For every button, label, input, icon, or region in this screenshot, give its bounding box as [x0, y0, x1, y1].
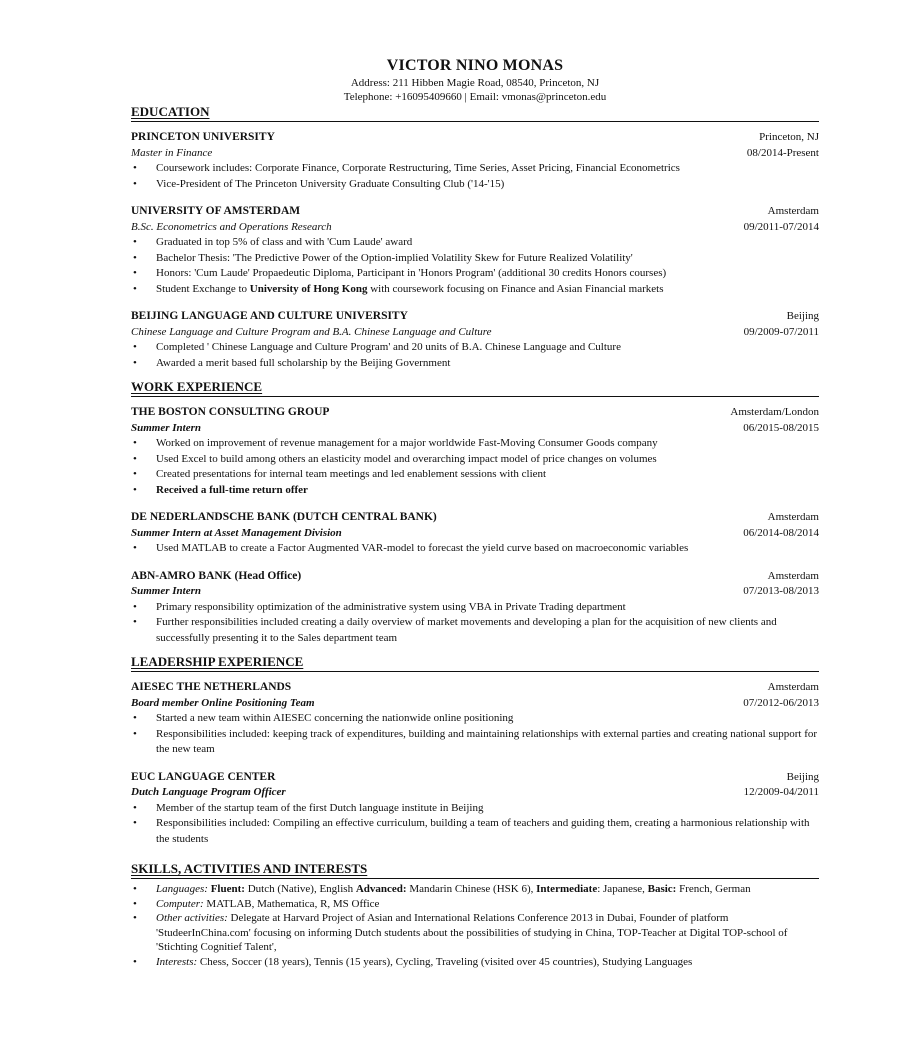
role: B.Sc. Econometrics and Operations Research [131, 220, 332, 233]
role: Summer Intern at Asset Management Division [131, 526, 342, 539]
section-title: WORK EXPERIENCE [131, 379, 819, 397]
dates: 06/2015-08/2015 [743, 421, 819, 434]
bullet-item: • Primary responsibility optimization of the administrative system using VBA in Private Trading department [156, 600, 819, 616]
dates: 07/2012-06/2013 [743, 696, 819, 709]
bullet-item: • Completed ' Chinese Language and Culture Program' and 20 units of B.A. Chinese Language and Culture [156, 340, 819, 356]
bullet-item: • Member of the startup team of the first Dutch language institute in Beijing [156, 801, 819, 817]
org-name: ABN-AMRO BANK (Head Office) [131, 569, 302, 582]
work-entry [131, 569, 819, 647]
dates: 07/2013-08/2013 [743, 585, 819, 597]
bullet-item: • Bachelor Thesis: 'The Predictive Power of the Option-implied Volatility Skew for Future Realized Volatility' [156, 251, 819, 267]
org-name: UNIVERSITY OF AMSTERDAM [131, 205, 301, 217]
location: Princeton, NJ [759, 131, 819, 143]
location: Amsterdam/London [730, 406, 819, 418]
role: Board member Online Positioning Team [131, 696, 315, 709]
bullet-item: • Created presentations for internal team meetings and led enablement sessions with client [156, 467, 819, 483]
resume-header [131, 56, 819, 104]
bullet-item: • Responsibilities included: keeping track of expenditures, building and maintaining relationships with external parties and creating national support for the new team [156, 727, 819, 758]
education-entry [131, 130, 819, 192]
location: Amsterdam [767, 205, 819, 217]
location: Amsterdam [767, 681, 819, 693]
bullet-item: • Received a full-time return offer [156, 483, 819, 499]
bullet-item: • Student Exchange to University of Hong Kong with coursework focusing on Finance and Asian Financial markets [156, 282, 819, 298]
skill-languages: • Languages: Fluent: Dutch (Native), English Advanced: Mandarin Chinese (HSK 6), Intermediate: Japanese, Basic: French, German [156, 882, 819, 897]
bullet-item: • Responsibilities included: Compiling an effective curriculum, building a team of teachers and guiding them, creating a harmonious relationship with the students [156, 816, 819, 847]
org-name: PRINCETON UNIVERSITY [131, 131, 275, 143]
resume-page [131, 56, 819, 969]
dates: 08/2014-Present [746, 146, 819, 159]
work-entry [131, 510, 819, 557]
location: Amsterdam [767, 511, 819, 523]
section-title: EDUCATION [131, 104, 819, 122]
leadership-section [131, 654, 819, 847]
org-name: AIESEC THE NETHERLANDS [131, 681, 292, 693]
education-entry [131, 204, 819, 297]
role: Master in Finance [131, 146, 213, 159]
skills-list [131, 882, 819, 969]
skill-interests: • Interests: Chess, Soccer (18 years), Tennis (15 years), Cycling, Traveling (visited over 45 countries), Studying Languages [156, 955, 819, 970]
address-line: Address: 211 Hibben Magie Road, 08540, Princeton, NJ [350, 77, 600, 89]
section-title: LEADERSHIP EXPERIENCE [131, 654, 819, 672]
education-entry [131, 309, 819, 371]
skills-section [131, 861, 819, 969]
work-section [131, 379, 819, 646]
education-section [131, 104, 819, 371]
role: Summer Intern [131, 585, 201, 597]
contact-line: Telephone: +16095409660 | Email: vmonas@princeton.edu [343, 91, 607, 103]
bullet-item: • Further responsibilities included creating a daily overview of market movements and developing a plan for the acquisition of new clients and successfully presenting it to the Sales department team [156, 615, 819, 646]
org-name: DE NEDERLANDSCHE BANK (DUTCH CENTRAL BANK) [131, 511, 437, 523]
dates: 06/2014-08/2014 [743, 526, 819, 539]
skill-other: • Other activities: Delegate at Harvard Project of Asian and International Relations Conference 2013 in Dubai, Founder of platform 'StudeerInChina.com' focusing on informing Dutch students about the possibilities of studying in China, TOP-Teacher at Digital TOP-school of 'Stichting Cognitief Talent', [156, 911, 819, 955]
bullet-item: • Worked on improvement of revenue management for a major worldwide Fast-Moving Consumer Goods company [156, 436, 819, 452]
bullet-item: • Used Excel to build among others an elasticity model and overarching impact model of price changes on volumes [156, 452, 819, 468]
org-name: BEIJING LANGUAGE AND CULTURE UNIVERSITY [131, 310, 408, 322]
dates: 09/2009-07/2011 [743, 325, 819, 338]
bullet-item: • Honors: 'Cum Laude' Propaedeutic Diploma, Participant in 'Honors Program' (additional 30 credits Honors courses) [156, 266, 819, 282]
role: Chinese Language and Culture Program and B.A. Chinese Language and Culture [131, 325, 492, 338]
bullet-item: • Awarded a merit based full scholarship by the Beijing Government [156, 356, 819, 372]
role: Summer Intern [131, 421, 201, 434]
leadership-entry [131, 680, 819, 758]
org-name: THE BOSTON CONSULTING GROUP [131, 406, 330, 418]
org-name: EUC LANGUAGE CENTER [131, 770, 276, 783]
leadership-entry [131, 770, 819, 848]
location: Beijing [786, 310, 819, 322]
bullet-item: • Vice-President of The Princeton University Graduate Consulting Club ('14-'15) [156, 177, 819, 193]
bullet-item: • Coursework includes: Corporate Finance, Corporate Restructuring, Time Series, Asset Pricing, Financial Econometrics [156, 161, 819, 177]
dates: 09/2011-07/2014 [743, 220, 819, 233]
location: Beijing [786, 770, 819, 783]
bullet-item: • Used MATLAB to create a Factor Augmented VAR-model to forecast the yield curve based on macroeconomic variables [156, 541, 819, 557]
location: Amsterdam [767, 569, 819, 582]
role: Dutch Language Program Officer [131, 786, 286, 798]
work-entry [131, 405, 819, 498]
dates: 12/2009-04/2011 [743, 786, 819, 798]
skill-computer: • Computer: MATLAB, Mathematica, R, MS Office [156, 897, 819, 912]
candidate-name: VICTOR NINO MONAS [386, 57, 564, 74]
bullet-item: • Graduated in top 5% of class and with 'Cum Laude' award [156, 235, 819, 251]
bullet-item: • Started a new team within AIESEC concerning the nationwide online positioning [156, 711, 819, 727]
section-title: SKILLS, ACTIVITIES AND INTERESTS [131, 861, 819, 879]
